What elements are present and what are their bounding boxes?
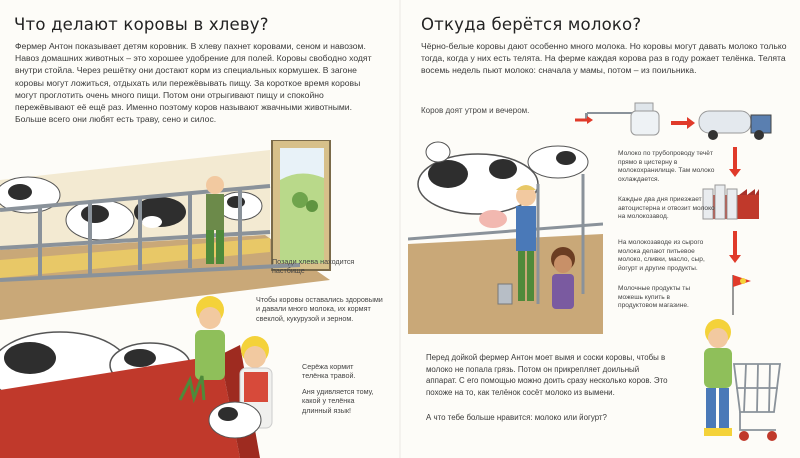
caption-milking: Коров доят утром и вечером. xyxy=(421,106,530,115)
caption-pasture: Позади хлева находится пастбище xyxy=(272,257,355,276)
process-step-tanker: Каждые два дня приезжает автоцистерна и отвозит молоко на молокозавод. xyxy=(618,196,715,221)
caption-seryozha: Серёжа кормит телёнка травой. xyxy=(302,362,356,381)
caption-feed: Чтобы коровы оставались здоровыми и давали много молока, их кормят свеклой, кукурузой и зерном. xyxy=(256,295,383,323)
left-page-body-text: Фермер Антон показывает детям коровник. В хлеву пахнет коровами, сеном и навозом. Навоз домашних животных – это хорошее удобрение для полей. Коровы свободно ходят внутри стойла. Через решётку они достают корм из специальных кормушек. В загоне коровы могут ложиться, отдыхать или пережёвывать пищу. За короткое время коровы могут проглотить очень много пищи. Потом они отрыгивают пищу и спокойно пережёвывают её ещё раз. Именно поэтому коров называют жвачными животными. Больше всего они любят есть траву, сено и силос. xyxy=(15,41,372,125)
process-step-pipeline: Молоко по трубопроводу течёт прямо в цистерну в молокохранилище. Там молоко охлаждается. xyxy=(618,150,715,183)
shopping-boy-illustration xyxy=(690,312,790,452)
caption-anya: Аня удивляется тому, какой у телёнка длинный язык! xyxy=(302,387,374,415)
right-page-question: А что тебе больше нравится: молоко или йогурт? xyxy=(426,413,607,422)
right-page-title: Откуда берётся молоко? xyxy=(421,15,642,34)
milking-illustration xyxy=(408,124,603,334)
left-page-title: Что делают коровы в хлеву? xyxy=(14,15,269,34)
page-gutter xyxy=(399,0,401,458)
process-step-dairy: На молокозаводе из сырого молока делают питьевое молоко, сливки, масло, сыр, йогурт и другие продукты. xyxy=(618,239,705,272)
right-page-body-text: Чёрно-белые коровы дают особенно много молока. Но коровы могут давать молоко только тогда, когда у них есть телята. На ферме каждая корова раз в году рожает телёнка. Телята восемь недель пьют молоко: сначала у мамы, потом – из поильника. xyxy=(421,41,787,76)
right-page-bottom-text: Перед дойкой фермер Антон моет вымя и соски коровы, чтобы в молоко не попала грязь. Потом он прикрепляет доильный аппарат. С его помощью можно доить сразу несколько коров. Это похоже на то, как телёнок сосёт молоко из вымени. xyxy=(426,353,668,397)
process-step-shop: Молочные продукты ты можешь купить в продуктовом магазине. xyxy=(618,285,691,310)
